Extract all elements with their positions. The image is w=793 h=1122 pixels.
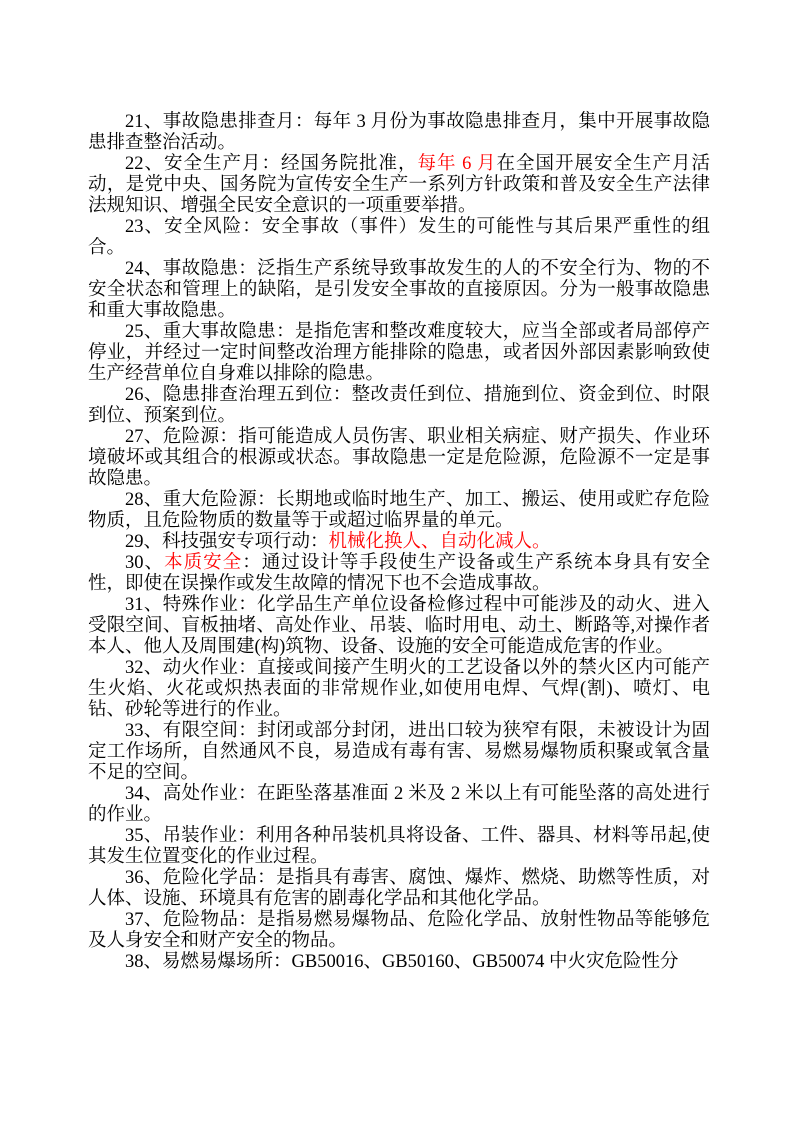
definition-item-35	[88, 826, 710, 868]
body-text: 34、高处作业：在距坠落基准面 2 米及 2 米以上有可能坠落的高处进行的作业。	[88, 784, 710, 825]
body-text: 25、重大事故隐患：是指危害和整改难度较大，应当全部或者局部停产停业，并经过一定时间整改治理方能排除的隐患，或者因外部因素影响致使生产经营单位自身难以排除的隐患。	[88, 322, 710, 384]
red-highlight-text: 每年 6 月	[417, 154, 497, 174]
body-text: 32、动火作业：直接或间接产生明火的工艺设备以外的禁火区内可能产生火焰、火花或炽热表面的非常规作业,如使用电焊、气焊(割)、喷灯、电钻、砂轮等进行的作业。	[88, 658, 710, 720]
definition-item-30	[88, 553, 710, 595]
body-text: 33、有限空间：封闭或部分封闭，进出口较为狭窄有限，未被设计为固定工作场所，自然通风不良，易造成有毒有害、易燃易爆物质积聚或氧含量不足的空间。	[88, 721, 710, 783]
body-text: 35、吊装作业：利用各种吊装机具将设备、工件、器具、材料等吊起,使其发生位置变化的作业过程。	[88, 826, 710, 867]
definition-item-22	[88, 154, 710, 217]
definition-item-25	[88, 322, 710, 385]
body-text: 29、科技强安专项行动：	[125, 532, 329, 552]
definition-item-21	[88, 112, 710, 154]
body-text: 在全国开展安全生产月活动，是党中央、国务院为宣传安全生产一系列方针政策和普及安全生产法律法规知识、增强全民安全意识的一项重要举措。	[88, 154, 710, 216]
body-text: 22、安全生产月：经国务院批准，	[125, 154, 418, 174]
definition-item-28	[88, 490, 710, 532]
definition-item-26	[88, 385, 710, 427]
definition-item-23	[88, 217, 710, 259]
red-highlight-text: 本质安全	[164, 553, 243, 573]
body-text: 27、危险源：指可能造成人员伤害、职业相关病症、财产损失、作业环境破坏或其组合的根源或状态。事故隐患一定是危险源，危险源不一定是事故隐患。	[88, 427, 710, 489]
definition-item-32	[88, 658, 710, 721]
definition-item-37	[88, 910, 710, 952]
body-text: 31、特殊作业：化学品生产单位设备检修过程中可能涉及的动火、进入受限空间、盲板抽堵、高处作业、吊装、临时用电、动土、断路等,对操作者本人、他人及周围建(构)筑物、设备、设施的安全可能造成危害的作业。	[88, 595, 710, 657]
body-text: 23、安全风险：安全事故（事件）发生的可能性与其后果严重性的组合。	[88, 217, 710, 258]
body-text: 24、事故隐患：泛指生产系统导致事故发生的人的不安全行为、物的不安全状态和管理上的缺陷，是引发安全事故的直接原因。分为一般事故隐患和重大事故隐患。	[88, 259, 710, 321]
definition-item-34	[88, 784, 710, 826]
definition-item-31	[88, 595, 710, 658]
red-highlight-text: 机械化换人、自动化减人。	[328, 532, 551, 552]
body-text: 21、事故隐患排查月：每年 3 月份为事故隐患排查月，集中开展事故隐患排查整治活动。	[88, 112, 710, 153]
body-text: 26、隐患排查治理五到位：整改责任到位、措施到位、资金到位、时限到位、预案到位。	[88, 385, 710, 426]
body-text: ：通过设计等手段使生产设备或生产系统本身具有安全性，即使在误操作或发生故障的情况下也不会造成事故。	[88, 553, 710, 594]
body-text: 37、危险物品：是指易燃易爆物品、危险化学品、放射性物品等能够危及人身安全和财产安全的物品。	[88, 910, 710, 951]
body-text: 30、	[125, 553, 165, 573]
definition-item-24	[88, 259, 710, 322]
definition-item-38	[88, 952, 710, 973]
body-text: 28、重大危险源：长期地或临时地生产、加工、搬运、使用或贮存危险物质，且危险物质的数量等于或超过临界量的单元。	[88, 490, 710, 531]
definition-item-36	[88, 868, 710, 910]
definition-item-29	[88, 532, 710, 553]
definition-list	[88, 112, 710, 973]
definition-item-33	[88, 721, 710, 784]
body-text: 36、危险化学品：是指具有毒害、腐蚀、爆炸、燃烧、助燃等性质，对人体、设施、环境具有危害的剧毒化学品和其他化学品。	[88, 868, 710, 909]
body-text: 38、易燃易爆场所：GB50016、GB50160、GB50074 中火灾危险性分	[125, 952, 679, 972]
definition-item-27	[88, 427, 710, 490]
